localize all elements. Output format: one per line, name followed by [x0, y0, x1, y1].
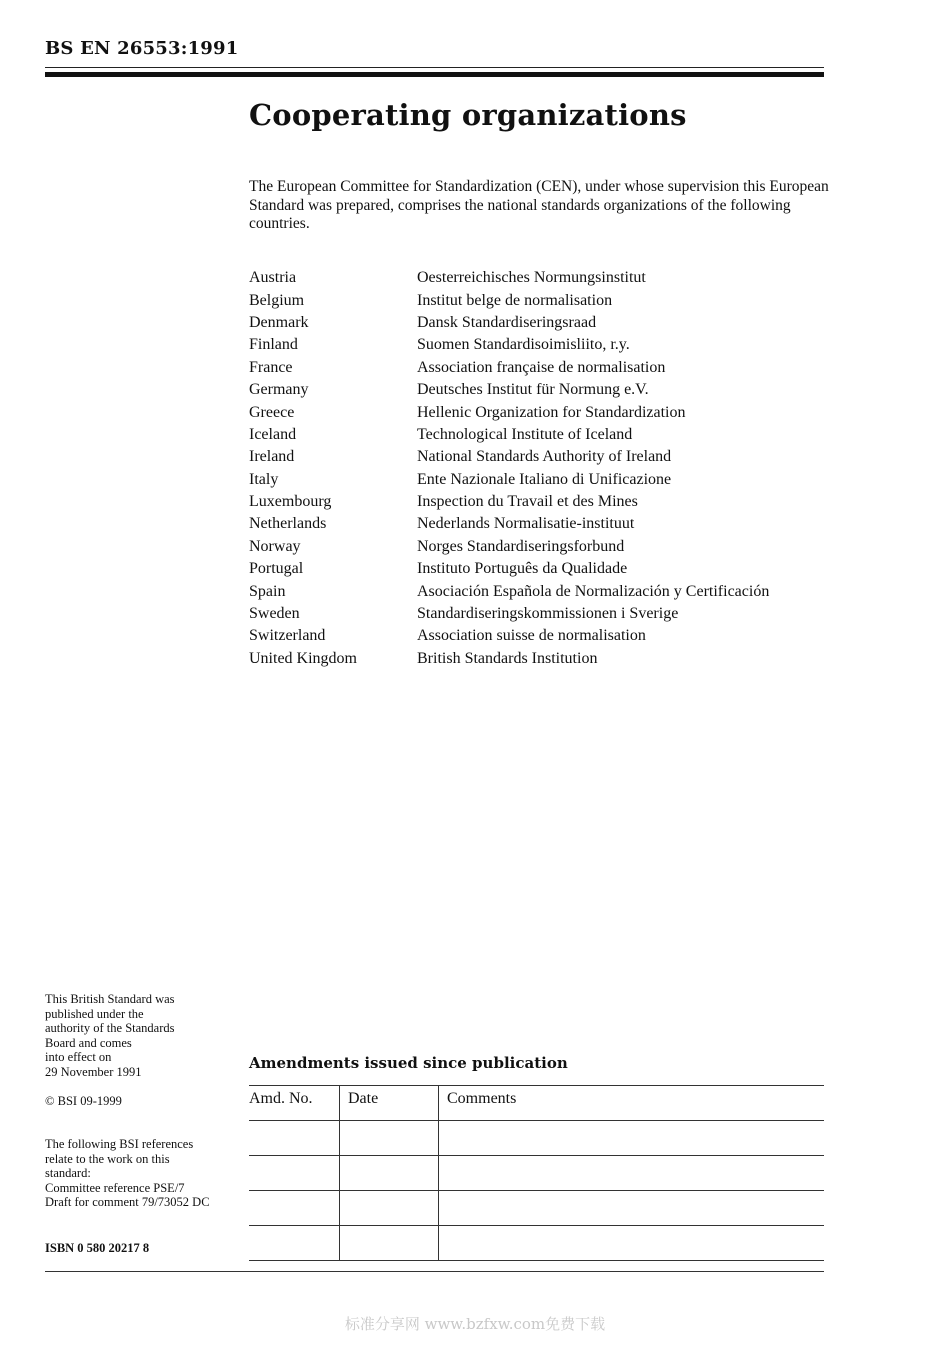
isbn: ISBN 0 580 20217 8 [45, 1241, 150, 1255]
amendment-cell [249, 1121, 340, 1156]
reference-line: standard: [45, 1166, 91, 1180]
country-row [249, 603, 824, 625]
reference-line: relate to the work on this [45, 1151, 170, 1166]
publication-line: 29 November 1991 [45, 1064, 142, 1079]
amendment-cell [340, 1121, 439, 1156]
organization-name: Dansk Standardiseringsraad [417, 313, 597, 331]
amendment-row [249, 1191, 824, 1226]
organization-name: Nederlands Normalisatie-instituut [417, 515, 635, 533]
header-rule-thick [45, 72, 824, 77]
organization-name: Deutsches Institut für Normung e.V. [417, 381, 649, 399]
country-row [249, 357, 824, 379]
copyright-note: © BSI 09-1999 [45, 1094, 122, 1108]
country-row [249, 289, 824, 311]
organization-name: Hellenic Organization for Standardization [417, 403, 686, 421]
country-row [249, 469, 824, 491]
country-row [249, 491, 824, 513]
countries-table [249, 267, 824, 670]
country-row [249, 558, 824, 580]
amendment-row [249, 1156, 824, 1191]
country-row [249, 580, 824, 602]
organization-name: Standardiseringskommissionen i Sverige [417, 605, 679, 623]
country-row [249, 267, 824, 289]
amendment-cell [249, 1156, 340, 1191]
country-name: Switzerland [249, 627, 326, 645]
amendments-title: Amendments issued since publication [249, 1054, 568, 1072]
country-row [249, 513, 824, 535]
country-row [249, 536, 824, 558]
comments-header: Comments [439, 1086, 825, 1121]
country-row [249, 424, 824, 446]
amendment-cell [340, 1191, 439, 1226]
publication-note [45, 992, 230, 1079]
organization-name: Suomen Standardisoimisliito, r.y. [417, 336, 630, 354]
date-header: Date [340, 1086, 439, 1121]
organization-name: Ente Nazionale Italiano di Unificazione [417, 470, 672, 488]
amendments-header-row [249, 1086, 824, 1121]
footer-rule [45, 1271, 824, 1272]
country-row [249, 312, 824, 334]
organization-name: Association française de normalisation [417, 358, 666, 376]
bsi-references [45, 1137, 230, 1210]
country-name: United Kingdom [249, 649, 357, 667]
reference-line: Draft for comment 79/73052 DC [45, 1195, 210, 1209]
country-name: Finland [249, 336, 298, 354]
amendment-cell [439, 1121, 825, 1156]
amendment-cell [439, 1226, 825, 1261]
country-name: Denmark [249, 313, 309, 331]
amendment-row [249, 1226, 824, 1261]
publication-line: into effect on [45, 1050, 112, 1064]
country-row [249, 334, 824, 356]
country-row [249, 648, 824, 670]
organization-name: British Standards Institution [417, 649, 598, 667]
country-name: Belgium [249, 291, 305, 309]
organization-name: Technological Institute of Iceland [417, 425, 633, 443]
country-row [249, 625, 824, 647]
publication-line: This British Standard was [45, 992, 175, 1006]
country-name: Sweden [249, 605, 300, 623]
amendment-row [249, 1121, 824, 1156]
organization-name: Norges Standardiseringsforbund [417, 537, 625, 555]
country-name: Portugal [249, 560, 304, 578]
organization-name: Instituto Português da Qualidade [417, 560, 628, 578]
country-row [249, 401, 824, 423]
amendment-cell [249, 1226, 340, 1261]
reference-line: The following BSI references [45, 1137, 194, 1151]
organization-name: Asociación Española de Normalización y Certificación [417, 582, 770, 600]
header-rule-thin [45, 67, 824, 68]
intro-paragraph: The European Committee for Standardization (CEN), under whose supervision this European Standard was prepared, comprises the national standards organizations of the following countries. [249, 178, 829, 232]
country-name: Italy [249, 470, 279, 488]
country-name: Austria [249, 269, 297, 287]
country-name: Germany [249, 381, 309, 399]
country-name: Norway [249, 537, 301, 555]
amendment-cell [340, 1226, 439, 1261]
amendment-cell [249, 1191, 340, 1226]
publication-line: authority of the Standards [45, 1021, 175, 1035]
country-row [249, 379, 824, 401]
amendment-cell [439, 1191, 825, 1226]
country-name: Greece [249, 403, 295, 421]
country-name: Netherlands [249, 515, 327, 533]
reference-line: Committee reference PSE/7 [45, 1180, 185, 1195]
organization-name: Oesterreichisches Normungsinstitut [417, 269, 646, 287]
publication-line: Board and comes [45, 1035, 132, 1050]
country-name: Luxembourg [249, 493, 332, 511]
organization-name: Institut belge de normalisation [417, 291, 613, 309]
amendment-cell [340, 1156, 439, 1191]
organization-name: National Standards Authority of Ireland [417, 448, 672, 466]
page-title: Cooperating organizations [249, 98, 687, 132]
amd-no-header: Amd. No. [249, 1086, 340, 1121]
organization-name: Inspection du Travail et des Mines [417, 493, 638, 511]
country-name: Ireland [249, 448, 295, 466]
country-row [249, 446, 824, 468]
country-name: Spain [249, 582, 286, 600]
watermark: 标准分享网 www.bzfxw.com免费下载 [344, 1315, 606, 1333]
country-name: Iceland [249, 425, 297, 443]
country-name: France [249, 358, 293, 376]
organization-name: Association suisse de normalisation [417, 627, 646, 645]
amendment-cell [439, 1156, 825, 1191]
publication-line: published under the [45, 1006, 144, 1021]
amendments-table [249, 1085, 824, 1261]
document-id: BS EN 26553:1991 [45, 38, 239, 59]
